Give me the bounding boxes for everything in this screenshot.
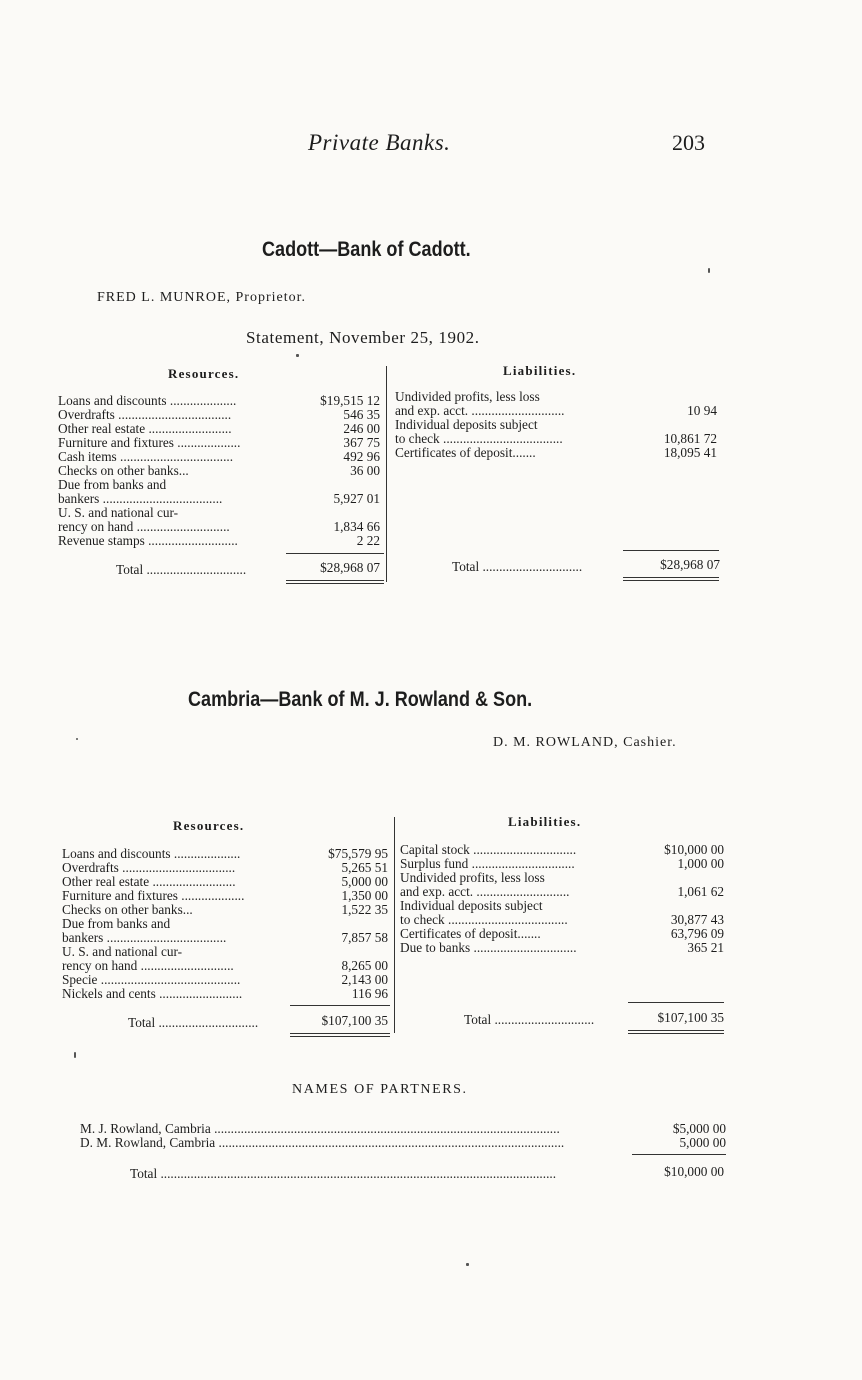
column-divider xyxy=(386,366,387,582)
row-amount: 246 00 xyxy=(343,421,380,436)
liabilities-heading: Liabilities. xyxy=(508,814,582,829)
row-label: Overdrafts .................................. xyxy=(62,861,236,875)
double-rule xyxy=(623,577,719,578)
print-speck xyxy=(76,738,78,740)
double-rule xyxy=(628,1030,724,1031)
double-rule xyxy=(290,1036,390,1037)
table-row xyxy=(62,973,388,987)
row-label: Furniture and fixtures ................... xyxy=(58,436,241,450)
row-label: bankers .................................... xyxy=(62,931,227,945)
row-amount: 5,927 01 xyxy=(333,491,380,506)
resources-heading: Resources. xyxy=(168,366,240,381)
row-amount: 2,143 00 xyxy=(341,972,388,987)
row-label: Checks on other banks... xyxy=(62,903,193,917)
column-divider xyxy=(394,817,395,1033)
total-rule xyxy=(623,550,719,551)
row-amount: $75,579 95 xyxy=(328,846,388,861)
table-row xyxy=(400,913,724,927)
table-row xyxy=(58,450,380,464)
table-row xyxy=(62,903,388,917)
row-amount: 36 00 xyxy=(350,463,380,478)
row-label: rency on hand ............................ xyxy=(58,520,230,534)
table-row xyxy=(62,959,388,973)
resources-total-label: Total .............................. xyxy=(116,562,247,577)
bank-title-cambria: Cambria—Bank of M. J. Rowland & Son. xyxy=(188,688,533,711)
table-row xyxy=(80,1122,726,1136)
resources-total: $107,100 35 xyxy=(321,1013,388,1028)
row-label: Due to banks ............................... xyxy=(400,941,577,955)
table-row xyxy=(62,931,388,945)
table-row xyxy=(400,927,724,941)
row-amount: 492 96 xyxy=(343,449,380,464)
row-label: Revenue stamps ........................... xyxy=(58,534,238,548)
page-number: 203 xyxy=(672,130,705,155)
table-row xyxy=(395,446,717,460)
print-speck xyxy=(296,354,299,357)
total-rule xyxy=(628,1002,724,1003)
table-row xyxy=(62,917,388,931)
table-row xyxy=(58,464,380,478)
table-row xyxy=(62,875,388,889)
row-label: Undivided profits, less loss xyxy=(395,390,540,404)
row-label: and exp. acct. ............................ xyxy=(395,404,565,418)
row-amount: 10,861 72 xyxy=(663,431,717,446)
row-label: Other real estate ......................... xyxy=(62,875,236,889)
row-label: Due from banks and xyxy=(62,917,171,931)
total-rule xyxy=(286,553,384,554)
table-row xyxy=(80,1136,726,1150)
partners-total-label: Total ....................................................................................................................... xyxy=(130,1166,557,1181)
row-label: M. J. Rowland, Cambria ........................................................................................................ xyxy=(80,1122,560,1136)
print-speck xyxy=(466,1263,469,1266)
partners-table xyxy=(80,1122,726,1150)
resources-heading: Resources. xyxy=(173,818,245,833)
row-amount: 18,095 41 xyxy=(663,445,717,460)
table-row xyxy=(62,987,388,1001)
double-rule xyxy=(286,580,384,581)
row-label: to check .................................... xyxy=(395,432,563,446)
liabilities-total: $107,100 35 xyxy=(657,1010,724,1025)
row-amount: 8,265 00 xyxy=(341,958,388,973)
row-label: Loans and discounts .................... xyxy=(58,394,237,408)
table-row xyxy=(62,945,388,959)
liabilities-total-label: Total .............................. xyxy=(464,1012,595,1027)
liabilities-heading: Liabilities. xyxy=(503,363,577,378)
row-label: Certificates of deposit....... xyxy=(395,446,536,460)
row-amount: $10,000 00 xyxy=(664,842,724,857)
running-head: Private Banks. xyxy=(308,130,451,155)
row-label: Surplus fund ............................... xyxy=(400,857,575,871)
row-amount: 1,000 00 xyxy=(677,856,724,871)
total-rule xyxy=(290,1005,390,1006)
table-row xyxy=(58,478,380,492)
table-row xyxy=(58,422,380,436)
table-row xyxy=(62,847,388,861)
row-amount: 5,000 00 xyxy=(341,874,388,889)
resources-total: $28,968 07 xyxy=(320,560,380,575)
row-label: Individual deposits subject xyxy=(395,418,538,432)
row-label: D. M. Rowland, Cambria ........................................................................................................ xyxy=(80,1136,565,1150)
row-label: bankers .................................... xyxy=(58,492,223,506)
row-amount: 5,000 00 xyxy=(679,1135,726,1150)
row-label: Other real estate ......................... xyxy=(58,422,232,436)
partners-total: $10,000 00 xyxy=(664,1164,724,1179)
double-rule xyxy=(286,583,384,584)
table-row xyxy=(400,871,724,885)
row-label: Certificates of deposit....... xyxy=(400,927,541,941)
officer-line: D. M. ROWLAND, Cashier. xyxy=(493,735,677,750)
officer-line: FRED L. MUNROE, Proprietor. xyxy=(97,290,306,305)
table-row xyxy=(58,436,380,450)
resources-table xyxy=(62,847,388,1001)
double-rule xyxy=(290,1033,390,1034)
row-amount: 365 21 xyxy=(687,940,724,955)
table-row xyxy=(58,506,380,520)
row-amount: 116 96 xyxy=(351,986,388,1001)
row-amount: $19,515 12 xyxy=(320,393,380,408)
row-label: rency on hand ............................ xyxy=(62,959,234,973)
table-row xyxy=(58,408,380,422)
row-label: Furniture and fixtures ................... xyxy=(62,889,245,903)
row-label: and exp. acct. ............................ xyxy=(400,885,570,899)
table-row xyxy=(58,520,380,534)
row-amount: 367 75 xyxy=(343,435,380,450)
row-amount: 10 94 xyxy=(687,403,717,418)
total-rule xyxy=(632,1154,726,1155)
row-label: U. S. and national cur- xyxy=(58,506,179,520)
liabilities-table xyxy=(395,390,717,460)
resources-table xyxy=(58,394,380,548)
table-row xyxy=(395,432,717,446)
table-row xyxy=(395,390,717,404)
table-row xyxy=(62,861,388,875)
row-label: Nickels and cents ......................... xyxy=(62,987,243,1001)
row-amount: $5,000 00 xyxy=(672,1121,726,1136)
table-row xyxy=(400,843,724,857)
row-label: Capital stock ............................... xyxy=(400,843,577,857)
table-row xyxy=(400,899,724,913)
resources-total-label: Total .............................. xyxy=(128,1015,259,1030)
liabilities-table xyxy=(400,843,724,955)
print-speck xyxy=(708,268,710,273)
row-label: Due from banks and xyxy=(58,478,167,492)
row-label: U. S. and national cur- xyxy=(62,945,183,959)
row-label: Undivided profits, less loss xyxy=(400,871,545,885)
statement-date: Statement, November 25, 1902. xyxy=(246,328,480,347)
table-row xyxy=(58,534,380,548)
table-row xyxy=(62,889,388,903)
row-label: to check .................................... xyxy=(400,913,568,927)
double-rule xyxy=(623,580,719,581)
liabilities-total: $28,968 07 xyxy=(660,557,720,572)
row-label: Specie .......................................... xyxy=(62,973,241,987)
table-row xyxy=(400,885,724,899)
table-row xyxy=(395,418,717,432)
bank-title-cadott: Cadott—Bank of Cadott. xyxy=(262,238,471,261)
row-amount: 1,834 66 xyxy=(333,519,380,534)
row-amount: 7,857 58 xyxy=(341,930,388,945)
table-row xyxy=(58,492,380,506)
row-amount: 63,796 09 xyxy=(670,926,724,941)
partners-heading: NAMES OF PARTNERS. xyxy=(292,1082,468,1097)
table-row xyxy=(58,394,380,408)
row-label: Overdrafts .................................. xyxy=(58,408,232,422)
row-amount: 5,265 51 xyxy=(341,860,388,875)
print-speck xyxy=(74,1052,76,1058)
row-label: Loans and discounts .................... xyxy=(62,847,241,861)
table-row xyxy=(400,941,724,955)
table-row xyxy=(395,404,717,418)
row-amount: 546 35 xyxy=(343,407,380,422)
row-amount: 1,522 35 xyxy=(341,902,388,917)
row-amount: 1,350 00 xyxy=(341,888,388,903)
double-rule xyxy=(628,1033,724,1034)
row-label: Individual deposits subject xyxy=(400,899,543,913)
row-amount: 30,877 43 xyxy=(670,912,724,927)
row-label: Cash items .................................. xyxy=(58,450,234,464)
row-amount: 1,061 62 xyxy=(677,884,724,899)
row-label: Checks on other banks... xyxy=(58,464,189,478)
liabilities-total-label: Total .............................. xyxy=(452,559,583,574)
row-amount: 2 22 xyxy=(356,533,380,548)
table-row xyxy=(400,857,724,871)
